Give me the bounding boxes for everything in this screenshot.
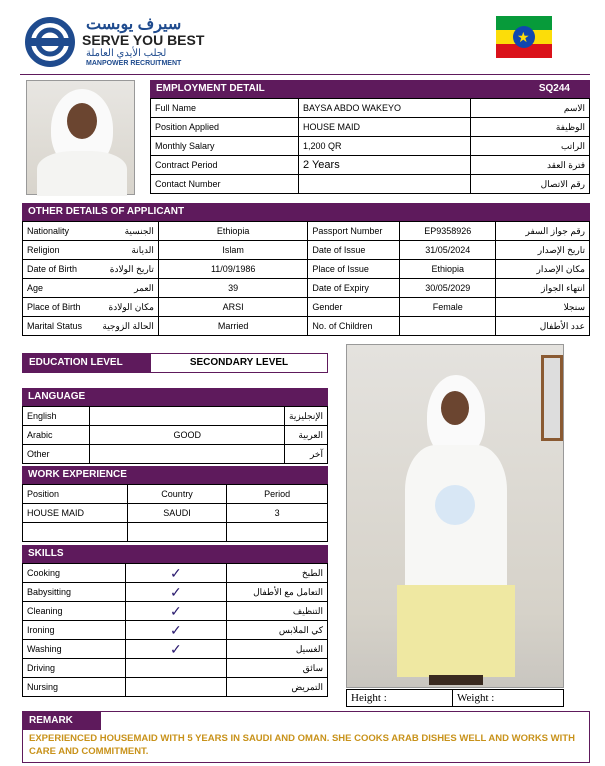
skill-label-arabic: التمريض (227, 678, 328, 697)
remark-header: REMARK (23, 712, 101, 730)
work-experience-row (23, 523, 328, 542)
detail-value-2: EP9358926 (400, 222, 496, 241)
skill-row (23, 583, 328, 602)
language-level: GOOD (90, 426, 285, 445)
work-column-header: Country (127, 485, 227, 504)
skill-label-arabic: التنظيف (227, 602, 328, 621)
employment-header (150, 80, 590, 98)
employment-row (151, 156, 590, 175)
height-label: Height : (347, 690, 453, 706)
weight-label: Weight : (457, 692, 495, 704)
other-details-row (23, 279, 590, 298)
skill-row (23, 621, 328, 640)
skill-row (23, 564, 328, 583)
work-country (127, 523, 227, 542)
employment-value: BAYSA ABDO WAKEYO (299, 99, 471, 118)
employment-detail-section (150, 80, 590, 194)
height-weight-row (346, 689, 564, 707)
other-details-row (23, 298, 590, 317)
remark-section (22, 711, 590, 763)
language-label: English (23, 407, 90, 426)
language-table (22, 406, 328, 464)
skill-check-icon (125, 678, 226, 697)
other-details-row (23, 317, 590, 336)
work-country: SAUDI (127, 504, 227, 523)
other-details-header: OTHER DETAILS OF APPLICANT (22, 203, 590, 221)
skill-label: Cleaning (23, 602, 126, 621)
work-column-header: Position (23, 485, 128, 504)
employment-title: EMPLOYMENT DETAIL (156, 83, 265, 94)
language-label: Arabic (23, 426, 90, 445)
detail-label-arabic-2: عدد الأطفال (496, 317, 590, 336)
employment-table (150, 98, 590, 194)
detail-label-2: Gender (308, 298, 400, 317)
work-column-header: Period (227, 485, 328, 504)
employment-row (151, 118, 590, 137)
work-period (227, 523, 328, 542)
detail-value: ARSI (158, 298, 307, 317)
skill-label: Driving (23, 659, 126, 678)
detail-value: 11/09/1986 (158, 260, 307, 279)
language-level (90, 407, 285, 426)
skill-label-arabic: كي الملابس (227, 621, 328, 640)
skill-row (23, 602, 328, 621)
skills-section (22, 545, 328, 697)
detail-value-2 (400, 317, 496, 336)
skill-label: Ironing (23, 621, 126, 640)
language-level (90, 445, 285, 464)
detail-value-2: Ethiopia (400, 260, 496, 279)
employment-label-arabic: فترة العقد (471, 156, 590, 175)
employment-label: Contract Period (151, 156, 299, 175)
skill-label-arabic: الطبخ (227, 564, 328, 583)
work-experience-header-row (23, 485, 328, 504)
detail-value-2: Female (400, 298, 496, 317)
employment-value: 1,200 QR (299, 137, 471, 156)
detail-label: Age (23, 279, 91, 298)
skills-header: SKILLS (22, 545, 328, 563)
detail-label: Place of Birth (23, 298, 91, 317)
employment-label-arabic: الراتب (471, 137, 590, 156)
skill-check-icon: ✓ (125, 583, 226, 602)
other-details-row (23, 260, 590, 279)
language-label-arabic: آخر (285, 445, 328, 464)
employment-label: Full Name (151, 99, 299, 118)
detail-label: Marital Status (23, 317, 91, 336)
skill-check-icon: ✓ (125, 564, 226, 583)
skill-label: Washing (23, 640, 126, 659)
detail-label-arabic-2: رقم جواز السفر (496, 222, 590, 241)
language-section (22, 388, 328, 464)
logo-arabic-sub: لجلب الأيدي العاملة (86, 48, 167, 59)
skill-label: Nursing (23, 678, 126, 697)
detail-label-arabic-2: انتهاء الجواز (496, 279, 590, 298)
work-experience-header: WORK EXPERIENCE (22, 466, 328, 484)
detail-value-2: 30/05/2029 (400, 279, 496, 298)
skill-label-arabic: سائق (227, 659, 328, 678)
work-experience-row (23, 504, 328, 523)
logo-emblem-icon (24, 16, 76, 68)
work-position (23, 523, 128, 542)
remark-text: EXPERIENCED HOUSEMAID WITH 5 YEARS IN SAUDI AND OMAN. SHE COOKS ARAB DISHES WELL AND WORKS WITH CARE AND COMMITMENT. (29, 733, 575, 757)
detail-label-arabic-2: مكان الإصدار (496, 260, 590, 279)
employment-value: 2 Years (299, 156, 471, 175)
work-period: 3 (227, 504, 328, 523)
detail-label-arabic: الديانة (90, 241, 158, 260)
employment-label-arabic: الاسم (471, 99, 590, 118)
detail-value: 39 (158, 279, 307, 298)
skill-row (23, 640, 328, 659)
detail-label: Nationality (23, 222, 91, 241)
language-row (23, 426, 328, 445)
language-label-arabic: الإنجليزية (285, 407, 328, 426)
education-section (22, 353, 328, 373)
company-logo (24, 14, 224, 70)
detail-value: Married (158, 317, 307, 336)
skill-label-arabic: الغسيل (227, 640, 328, 659)
language-header: LANGUAGE (22, 388, 328, 406)
detail-label: Religion (23, 241, 91, 260)
work-position: HOUSE MAID (23, 504, 128, 523)
employment-row (151, 99, 590, 118)
skill-label-arabic: التعامل مع الأطفال (227, 583, 328, 602)
skill-label: Babysitting (23, 583, 126, 602)
detail-label-2: Passport Number (308, 222, 400, 241)
other-details-section (22, 203, 590, 336)
employment-row (151, 137, 590, 156)
detail-label-2: Date of Expiry (308, 279, 400, 298)
ethiopia-flag-icon: ★ (496, 16, 552, 58)
employment-row (151, 175, 590, 194)
skill-check-icon (125, 659, 226, 678)
employment-label: Monthly Salary (151, 137, 299, 156)
education-label: EDUCATION LEVEL (23, 354, 151, 372)
detail-value: Ethiopia (158, 222, 307, 241)
logo-arabic: سيرف يوبست (86, 16, 182, 33)
detail-label-arabic: مكان الولادة (90, 298, 158, 317)
applicant-portrait (26, 80, 135, 195)
language-row (23, 407, 328, 426)
employment-label-arabic: رقم الاتصال (471, 175, 590, 194)
other-details-row (23, 241, 590, 260)
skill-label: Cooking (23, 564, 126, 583)
reference-number: SQ244 (538, 83, 570, 94)
skill-row (23, 659, 328, 678)
work-experience-table (22, 484, 328, 542)
language-label: Other (23, 445, 90, 464)
detail-label-arabic-2: سنجلا (496, 298, 590, 317)
employment-label: Contact Number (151, 175, 299, 194)
employment-value (299, 175, 471, 194)
detail-label-arabic: تاريخ الولادة (90, 260, 158, 279)
applicant-full-photo (346, 344, 564, 688)
detail-label-arabic: العمر (90, 279, 158, 298)
employment-label: Position Applied (151, 118, 299, 137)
skill-check-icon: ✓ (125, 602, 226, 621)
detail-label-2: Date of Issue (308, 241, 400, 260)
skills-table (22, 563, 328, 697)
logo-title: SERVE YOU BEST (82, 32, 205, 48)
other-details-row (23, 222, 590, 241)
detail-value-2: 31/05/2024 (400, 241, 496, 260)
detail-label-arabic-2: تاريخ الإصدار (496, 241, 590, 260)
detail-label-2: Place of Issue (308, 260, 400, 279)
detail-label: Date of Birth (23, 260, 91, 279)
language-label-arabic: العربية (285, 426, 328, 445)
logo-subtitle: MANPOWER RECRUITMENT (86, 60, 182, 67)
detail-label-2: No. of Children (308, 317, 400, 336)
detail-label-arabic: الحالة الزوجية (90, 317, 158, 336)
education-value: SECONDARY LEVEL (189, 357, 289, 368)
detail-value: Islam (158, 241, 307, 260)
employment-label-arabic: الوظيفة (471, 118, 590, 137)
other-details-table (22, 221, 590, 336)
language-row (23, 445, 328, 464)
work-experience-section (22, 466, 328, 542)
skill-check-icon: ✓ (125, 640, 226, 659)
detail-label-arabic: الجنسية (90, 222, 158, 241)
skill-check-icon: ✓ (125, 621, 226, 640)
employment-value: HOUSE MAID (299, 118, 471, 137)
skill-row (23, 678, 328, 697)
